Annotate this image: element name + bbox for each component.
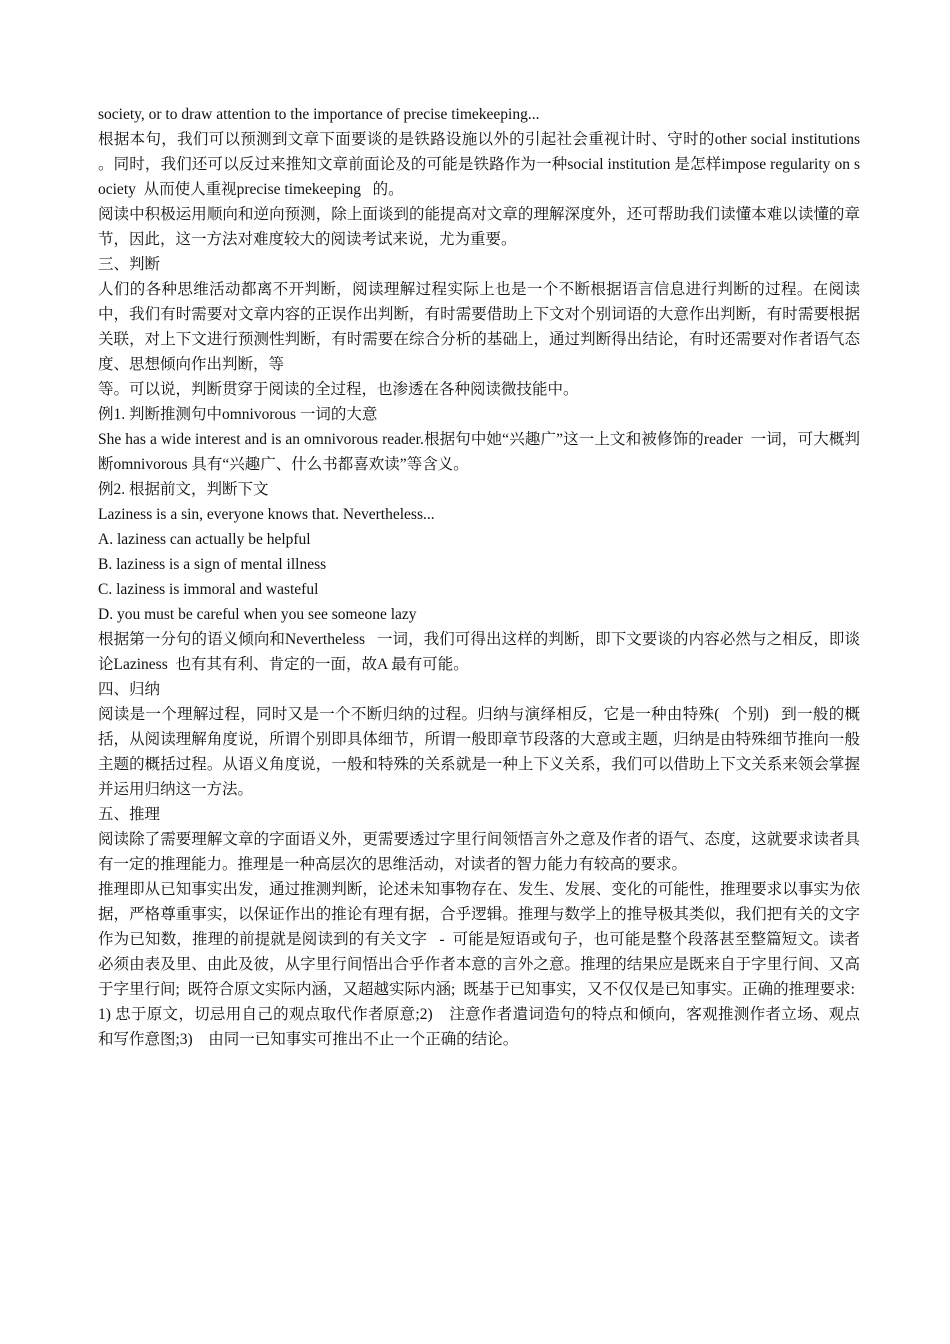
option-c: C. laziness is immoral and wasteful: [98, 581, 319, 598]
example-1-text: She has a wide interest and is an omnivorous reader.根据句中她“兴趣广”这一上文和被修饰的reader 一词，可大概判断omnivorous 具有“兴趣广、什么书都喜欢读”等含义。: [98, 431, 860, 473]
example-2-heading: 例2. 根据前文，判断下文: [98, 481, 269, 498]
paragraph-prediction-summary: 阅读中积极运用顺向和逆向预测，除上面谈到的能提高对文章的理解深度外，还可帮助我们读懂本难以读懂的章节，因此，这一方法对难度较大的阅读考试来说，尤为重要。: [98, 206, 860, 248]
option-b: B. laziness is a sign of mental illness: [98, 556, 327, 573]
paragraph-judgement-intro: 人们的各种思维活动都离不开判断，阅读理解过程实际上也是一个不断根据语言信息进行判断的过程。在阅读中，我们有时需要对文章内容的正误作出判断，有时需要借助上下文对个别词语的大意作出判断，有时需要根据关联，对上下文进行预测性判断，有时需要在综合分析的基础上，通过判断得出结论，有时还需要对作者语气态度、思想倾向作出判断，等: [98, 281, 860, 373]
paragraph-inference-intro: 阅读除了需要理解文章的字面语义外，更需要透过字里行间领悟言外之意及作者的语气、态度，这就要求读者具有一定的推理能力。推理是一种高层次的思维活动，对读者的智力能力有较高的要求。: [98, 831, 860, 873]
paragraph-induction: 阅读是一个理解过程，同时又是一个不断归纳的过程。归纳与演绎相反，它是一种由特殊( 个别) 到一般的概括，从阅读理解角度说，所谓个别即具体细节，所谓一般即章节段落的大意或主题，归纳是由特殊细节推向一般主题的概括过程。从语义角度说，一般和特殊的关系就是一种上下义关系，我们可以借助上下文关系来领会掌握并运用归纳这一方法。: [98, 706, 860, 798]
example-2-explanation: 根据第一分句的语义倾向和Nevertheless 一词，我们可得出这样的判断，即下文要谈的内容必然与之相反，即谈论Laziness 也有其有利、肯定的一面，故A 最有可能。: [98, 631, 860, 673]
option-a: A. laziness can actually be helpful: [98, 531, 311, 548]
paragraph-continuation: society, or to draw attention to the importance of precise timekeeping...: [98, 106, 540, 123]
paragraph-prediction-explanation: 根据本句，我们可以预测到文章下面要谈的是铁路设施以外的引起社会重视计时、守时的other social institutions 。同时，我们还可以反过来推知文章前面论及的可能是铁路作为一种social institution 是怎样impose regularity on society 从而使人重视precise timekeeping 的。: [98, 131, 868, 198]
document-body: [98, 102, 868, 1052]
example-2-sentence: Laziness is a sin, everyone knows that. Nevertheless...: [98, 506, 435, 523]
section-heading-inference: 五、推理: [98, 806, 161, 823]
paragraph-inference-requirements: 1) 忠于原文，切忌用自己的观点取代作者原意;2) 注意作者遣词造句的特点和倾向，客观推测作者立场、观点和写作意图;3) 由同一已知事实可推出不止一个正确的结论。: [98, 1006, 860, 1048]
paragraph-judgement-conclusion: 等。可以说，判断贯穿于阅读的全过程，也渗透在各种阅读微技能中。: [98, 381, 579, 398]
example-1-heading: 例1. 判断推测句中omnivorous 一词的大意: [98, 406, 378, 423]
section-heading-judgement: 三、判断: [98, 256, 161, 273]
section-heading-induction: 四、归纳: [98, 681, 161, 698]
paragraph-inference-detail: 推理即从已知事实出发，通过推测判断，论述未知事物存在、发生、发展、变化的可能性，推理要求以事实为依据，严格尊重事实，以保证作出的推论有理有据，合乎逻辑。推理与数学上的推导极其类似，我们把有关的文字作为已知数，推理的前提就是阅读到的有关文字 - 可能是短语或句子，也可能是整个段落甚至整篇短文。读者必须由表及里、由此及彼，从字里行间悟出合乎作者本意的言外之意。推理的结果应是既来自于字里行间、又高于字里行间; 既符合原文实际内涵，又超越实际内涵; 既基于已知事实，又不仅仅是已知事实。正确的推理要求:: [98, 881, 860, 998]
option-d: D. you must be careful when you see someone lazy: [98, 606, 417, 623]
